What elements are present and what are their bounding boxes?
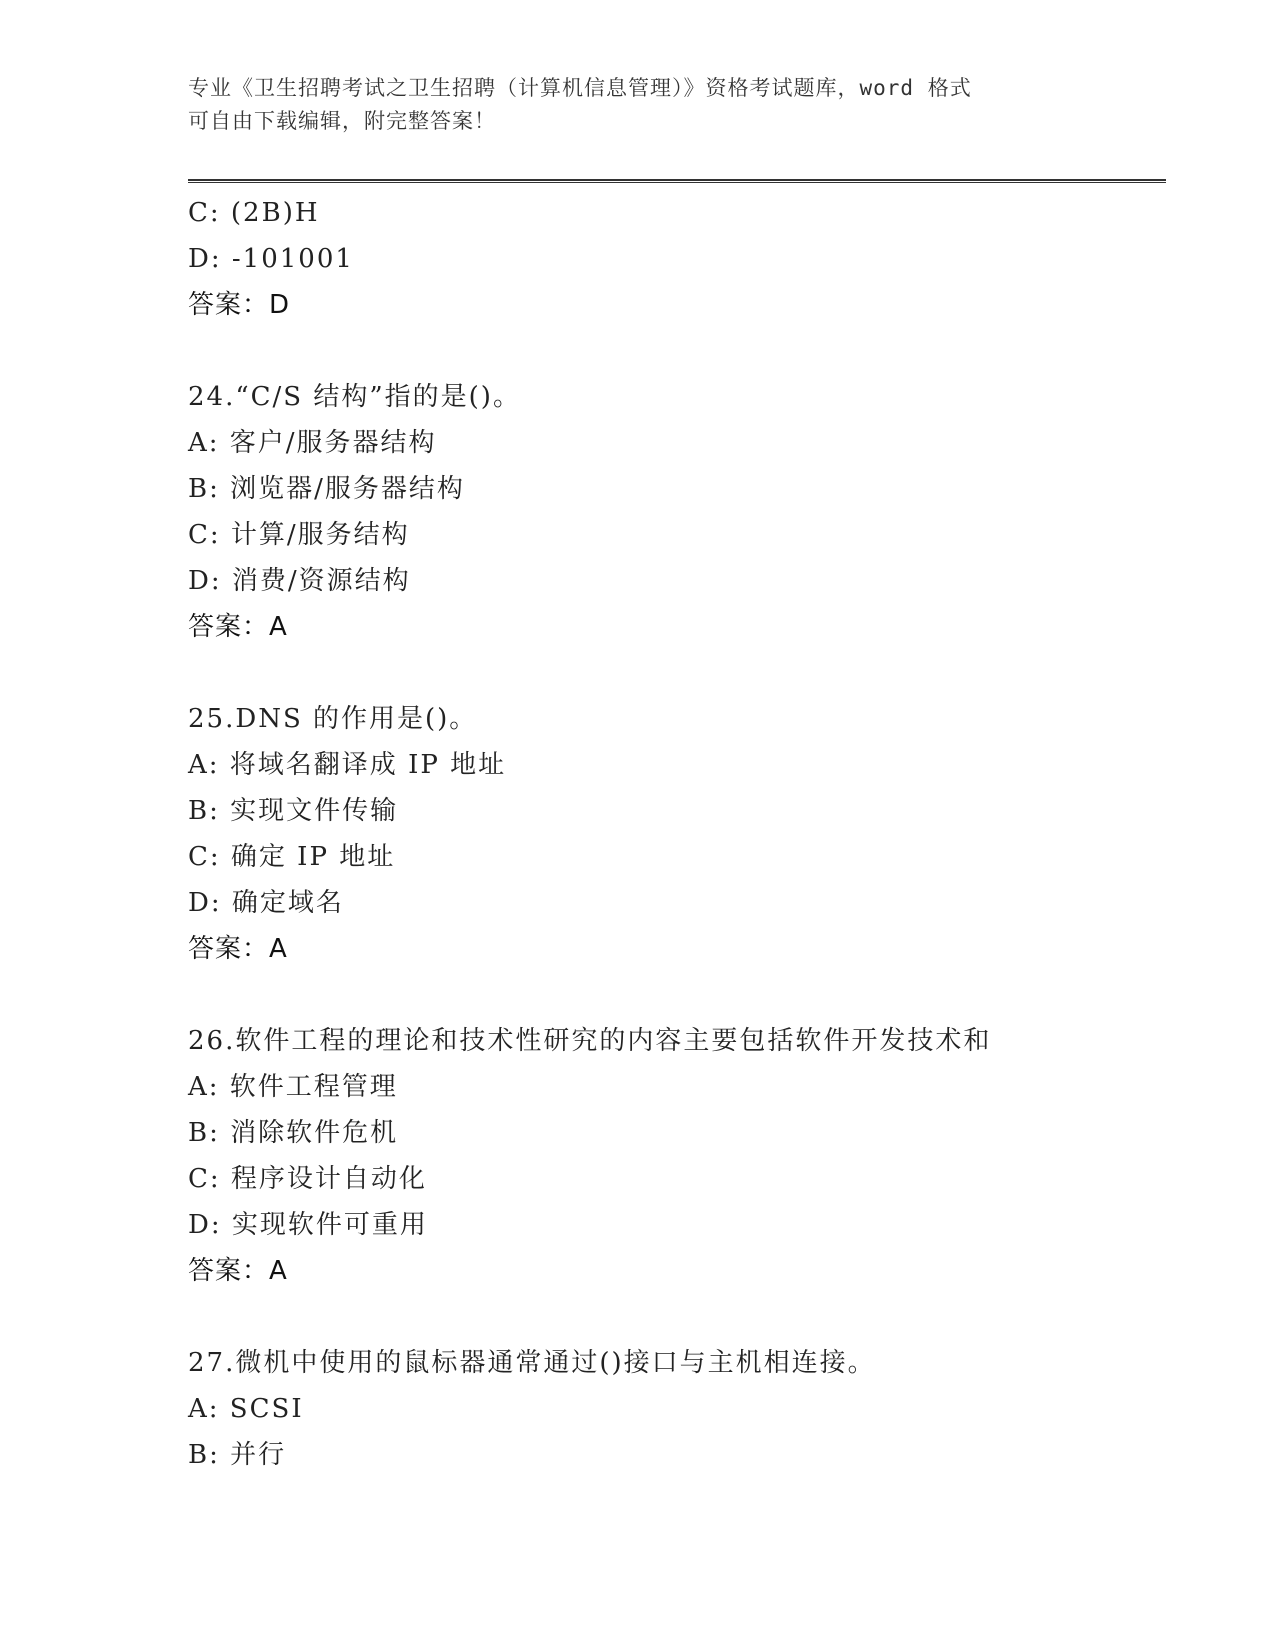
spacer	[188, 650, 1168, 696]
answer: 答案：A	[188, 1256, 288, 1286]
document-header	[188, 72, 1088, 138]
question-list	[188, 190, 1168, 1478]
spacer	[188, 1294, 1168, 1340]
question-stem: 25.DNS 的作用是()。	[188, 704, 478, 734]
answer: 答案：A	[188, 934, 288, 964]
header-divider	[188, 179, 1166, 183]
answer: 答案：D	[188, 290, 291, 320]
question-27	[188, 1340, 1168, 1478]
option-d: D: -101001	[188, 244, 354, 274]
question-stem: 24.“C/S 结构”指的是()。	[188, 382, 521, 412]
option-d: D: 确定域名	[188, 888, 344, 918]
option-b: B: 浏览器/服务器结构	[188, 474, 465, 504]
option-b: B: 消除软件危机	[188, 1118, 399, 1148]
answer: 答案：A	[188, 612, 288, 642]
question-24	[188, 374, 1168, 650]
question-26	[188, 1018, 1168, 1294]
option-d: D: 实现软件可重用	[188, 1210, 428, 1240]
option-a: A: 客户/服务器结构	[188, 428, 437, 458]
option-b: B: 并行	[188, 1440, 287, 1470]
spacer	[188, 328, 1168, 374]
option-c: C: (2B)H	[188, 198, 320, 228]
question-stem: 27.微机中使用的鼠标器通常通过()接口与主机相连接。	[188, 1348, 876, 1378]
question-stem: 26.软件工程的理论和技术性研究的内容主要包括软件开发技术和	[188, 1026, 992, 1056]
option-c: C: 确定 IP 地址	[188, 842, 396, 872]
option-b: B: 实现文件传输	[188, 796, 399, 826]
header-line-1: 专业《卫生招聘考试之卫生招聘（计算机信息管理）》资格考试题库，word 格式	[188, 76, 972, 100]
option-a: A: 将域名翻译成 IP 地址	[188, 750, 507, 780]
spacer	[188, 972, 1168, 1018]
header-line-2: 可自由下载编辑，附完整答案！	[188, 109, 496, 133]
option-a: A: SCSI	[188, 1394, 304, 1424]
option-a: A: 软件工程管理	[188, 1072, 398, 1102]
question-25	[188, 696, 1168, 972]
question-23-continued	[188, 190, 1168, 328]
option-d: D: 消费/资源结构	[188, 566, 411, 596]
option-c: C: 计算/服务结构	[188, 520, 410, 550]
option-c: C: 程序设计自动化	[188, 1164, 427, 1194]
